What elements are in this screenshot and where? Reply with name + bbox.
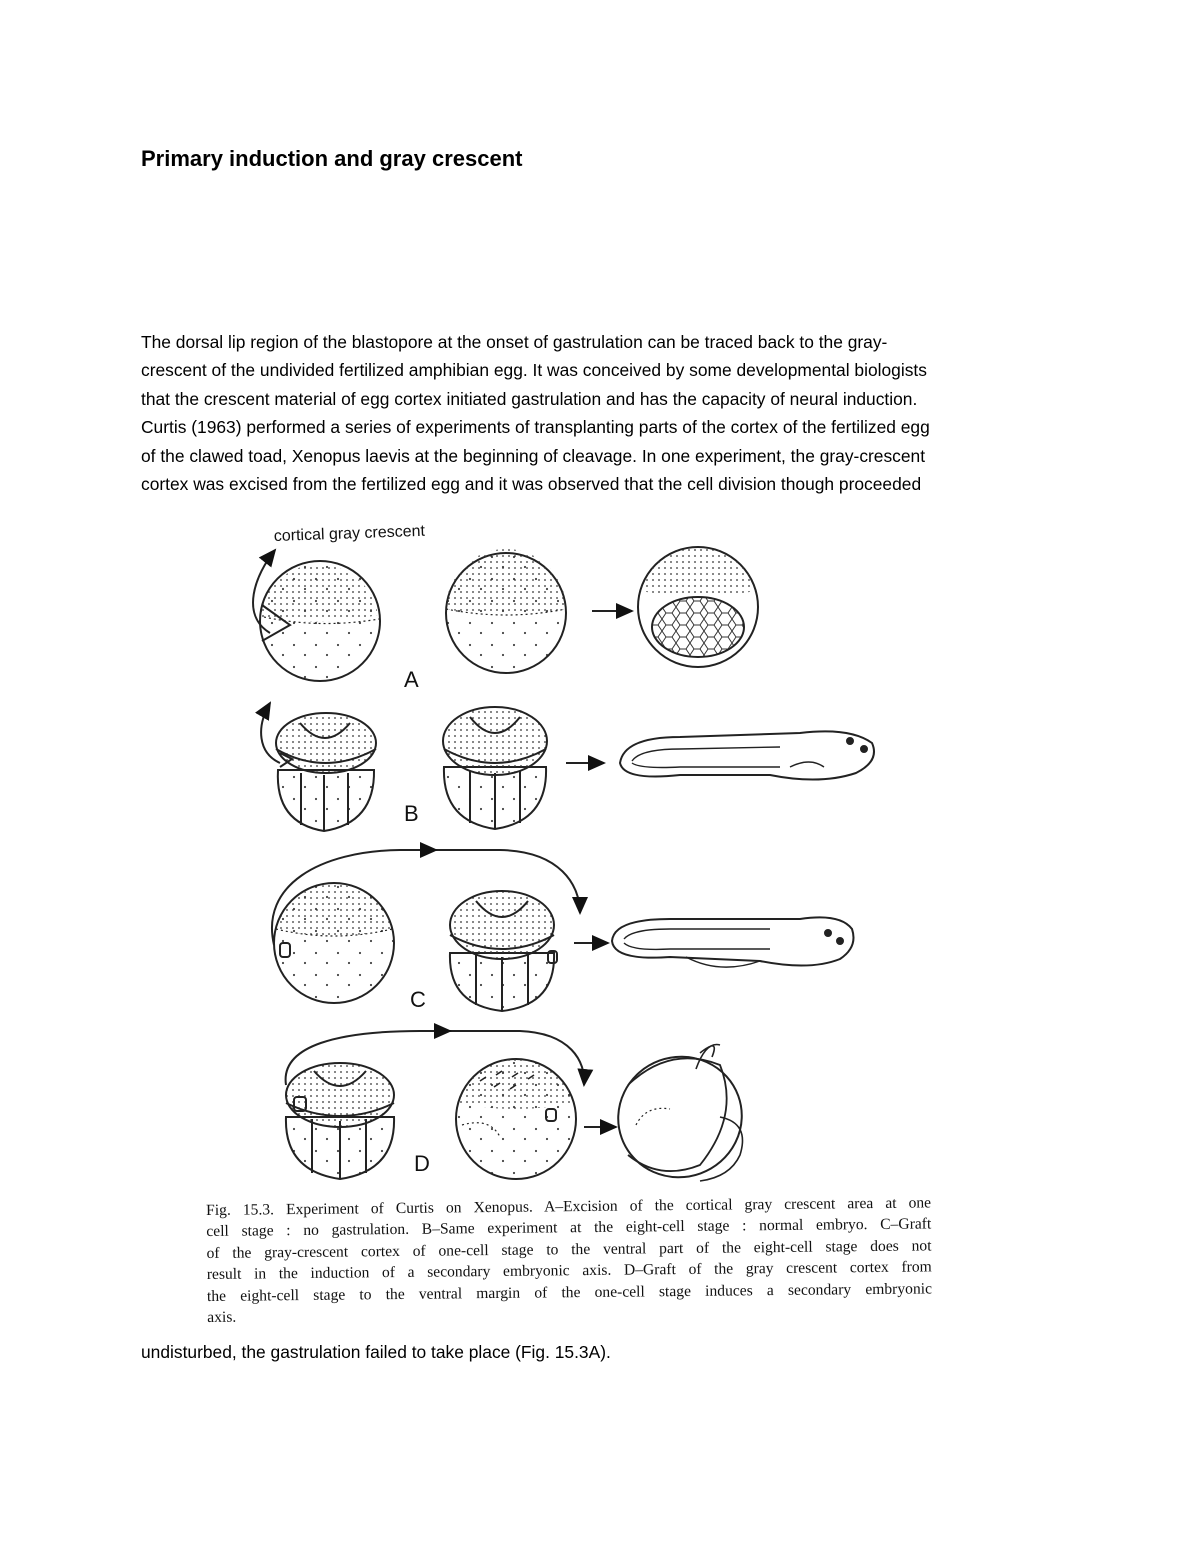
caption-line: the eight-cell stage to the ventral margin of the one-cell stage induces a secondary embryonic [206, 1280, 933, 1305]
eight-cell-embryo [450, 891, 557, 1011]
body-line: crescent of the undivided fertilized amphibian egg. It was conceived by some developmental biologists [141, 360, 927, 381]
panel-label-a: A [404, 667, 419, 692]
body-line: of the clawed toad, Xenopus laevis at the beginning of cleavage. In one experiment, the gray-crescent [141, 445, 926, 466]
panel-label-c: C [410, 987, 426, 1012]
row-b [261, 703, 874, 831]
eight-cell-embryo [443, 707, 547, 829]
double-axis-embryo [601, 1039, 759, 1194]
body-line: The dorsal lip region of the blastopore at the onset of gastrulation can be traced back to the gray- [141, 332, 888, 352]
caption-line: axis. [207, 1308, 237, 1327]
body-line: Curtis (1963) performed a series of experiments of transplanting parts of the cortex of the fertilized egg [141, 417, 930, 438]
eight-cell-embryo [286, 1063, 394, 1179]
page-title: Primary induction and gray crescent [141, 146, 523, 171]
panel-label-b: B [404, 801, 419, 826]
row-a [253, 546, 758, 692]
row-c [272, 850, 854, 1012]
body-line: that the crescent material of egg cortex initiated gastrulation and has the capacity of neural induction. [141, 388, 918, 409]
closing-line: undisturbed, the gastrulation failed to take place (Fig. 15.3A). [141, 1342, 611, 1362]
caption-line: Fig. 15.3. Experiment of Curtis on Xenopus. A–Excision of the cortical gray crescent area at one [206, 1194, 932, 1219]
figure-illustration [200, 505, 960, 1195]
eight-cell-embryo [261, 703, 376, 831]
caption-line: of the gray-crescent cortex of one-cell stage to the ventral part of the eight-cell stage does not [206, 1237, 932, 1262]
figure-caption [206, 1192, 932, 1328]
caption-line: cell stage : no gastrulation. B–Same experiment at the eight-cell stage : normal embryo. C–Graft [206, 1215, 932, 1241]
body-paragraph [141, 328, 1061, 498]
body-line: cortex was excised from the fertilized egg and it was observed that the cell division though proceeded [141, 474, 922, 495]
caption-line: result in the induction of a secondary embryonic axis. D–Graft of the gray crescent cortex from [206, 1258, 932, 1284]
tadpole-embryo [612, 917, 854, 967]
tadpole-embryo [620, 731, 874, 779]
panel-label-d: D [414, 1151, 430, 1176]
cortical-gray-crescent-label: cortical gray crescent [273, 522, 426, 545]
row-d [286, 1031, 759, 1195]
